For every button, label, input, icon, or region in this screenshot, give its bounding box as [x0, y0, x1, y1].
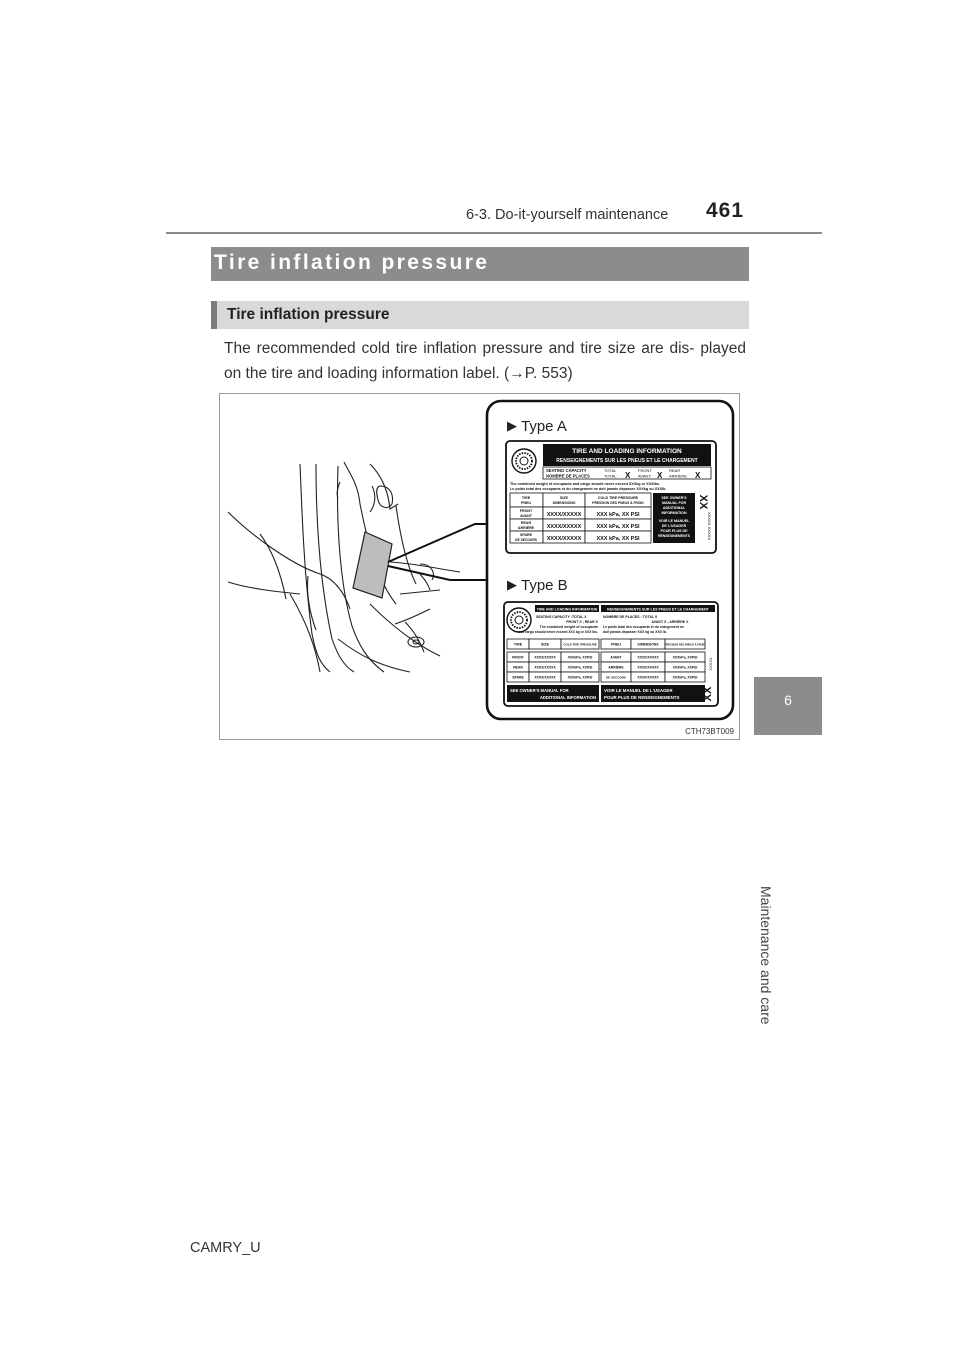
- running-header-section: 6-3. Do-it-yourself maintenance: [466, 207, 669, 223]
- type-a-side-code-small: XXXXX-XXXXX: [707, 511, 712, 541]
- type-a-rear-x: X: [695, 471, 701, 480]
- type-b-warning-fr-2: doit jamais dépasser XXX kg ou XXX lb.: [603, 630, 667, 634]
- type-b-seating-avant-arriere: AVANT X ; ARRIÈRE X: [651, 620, 689, 624]
- type-a-label: [506, 441, 716, 553]
- type-b-row-rear: REAR: [513, 665, 523, 670]
- type-b-title-fr: RENSEIGNEMENTS SUR LES PNEUS ET LE CHARGEMENT: [607, 607, 709, 612]
- type-a-manual-en-1: SEE OWNER'S: [661, 496, 687, 500]
- type-a-rear-pressure: XXX kPa, XX PSI: [596, 524, 640, 530]
- type-b-manual-en-2: ADDITIONAL INFORMATION: [539, 695, 596, 700]
- type-b-warning-en-1: The combined weight of occupants: [539, 625, 598, 629]
- type-a-manual-fr-3: POUR PLUS DE: [660, 529, 688, 533]
- type-a-manual-en-3: ADDITIONAL: [662, 506, 686, 510]
- type-a-seating-en: SEATING CAPACITY: [546, 468, 587, 473]
- type-a-col-tire: TIRE: [521, 496, 531, 500]
- type-a-total-x: X: [625, 471, 631, 480]
- type-a-caption: Type A: [521, 418, 567, 435]
- type-a-row-front: FRONT: [519, 509, 533, 513]
- type-b-row-arriere: ARRIÈRE: [608, 665, 624, 670]
- figure-code: CTH73BT009: [685, 727, 734, 736]
- type-b-manual-en-1: SEE OWNER'S MANUAL FOR: [510, 688, 569, 693]
- body-text-end: ): [567, 365, 573, 382]
- type-b-avant-pressure: XXXkPa, XXPSI: [672, 655, 698, 660]
- type-b-title-en: TIRE AND LOADING INFORMATION: [536, 607, 598, 612]
- type-a-manual-fr-1: VOIR LE MANUEL: [658, 519, 690, 523]
- type-a-seating-fr: NOMBRE DE PLACES: [546, 473, 590, 479]
- type-b-label: [504, 602, 718, 706]
- chapter-label: Maintenance and care: [758, 886, 774, 1025]
- type-a-manual-fr-2: DE L'USAGER: [661, 524, 687, 528]
- type-a-front-size: XXXX/XXXXX: [546, 512, 582, 518]
- type-b-arriere-size: XXXX/XXXXX: [637, 665, 659, 670]
- type-b-row-secours: DE SECOURS: [606, 675, 626, 680]
- type-a-front-fr: AVANT:: [638, 473, 652, 479]
- type-a-total-fr: TOTAL:: [604, 473, 618, 479]
- type-b-col-pressure: COLD TIRE PRESSURE: [563, 642, 597, 647]
- type-b-side-code-small: XXXXX: [708, 657, 713, 671]
- type-b-rear-pressure: XXXkPa, XXPSI: [567, 665, 593, 670]
- type-a-spare-size: XXXX/XXXXX: [546, 536, 582, 542]
- chapter-number: 6: [784, 692, 792, 708]
- type-a-side-code: XX: [697, 494, 709, 510]
- footer-model-code: CAMRY_U: [190, 1240, 261, 1256]
- tire-label-figure: [219, 393, 740, 740]
- type-b-warning-fr-1: Le poids total des occupants et du chargement ne: [603, 625, 684, 629]
- body-paragraph: [224, 336, 746, 386]
- type-b-col-pneu: PNEU: [611, 642, 621, 647]
- body-text: The recommended cold tire inflation pressure and tire size are dis- played on the tire and loading information label. (: [224, 340, 746, 382]
- type-a-col-size-fr: DIMENSIONS: [552, 501, 576, 505]
- type-b-spare-pressure: XXXkPa, XXPSI: [567, 675, 593, 680]
- type-a-arrow-icon: ▶: [507, 418, 517, 433]
- type-a-total: TOTAL: [604, 468, 617, 473]
- type-a-warning-en: The combined weight of occupants and cargo should never exceed XXXkg or XXXlbs.: [510, 482, 660, 486]
- type-a-row-rear-fr: ARRIÈRE: [517, 526, 535, 530]
- type-b-col-pression: PRESSION DES PNEUS À FROID: [664, 643, 706, 647]
- type-b-caption: Type B: [521, 577, 568, 594]
- type-b-col-tire: TIRE: [513, 642, 523, 647]
- type-a-manual-en-2: MANUAL FOR: [661, 501, 687, 505]
- type-b-secours-pressure: XXXkPa, XXPSI: [672, 675, 698, 680]
- tire-icon: [507, 608, 531, 632]
- type-b-front-size: XXXX/XXXXX: [534, 655, 556, 660]
- type-a-front: FRONT: [638, 468, 652, 473]
- type-a-manual-en-4: INFORMATION: [661, 511, 687, 515]
- door-opening-illustration: [228, 462, 460, 672]
- type-b-secours-size: XXXX/XXXXX: [637, 675, 659, 680]
- type-b-spare-size: XXXX/XXXXX: [534, 675, 556, 680]
- type-b-col-dimensions: DIMENSIONS: [637, 642, 659, 647]
- type-b-col-size: SIZE: [541, 642, 549, 647]
- type-a-col-size: SIZE: [560, 496, 568, 500]
- type-b-warning-en-2: and cargo should never exceed XXX kg or XXX lbs.: [518, 630, 598, 634]
- type-b-manual-fr-2: POUR PLUS DE RENSEIGNEMENTS: [604, 695, 680, 700]
- type-b-seating-front-rear: FRONT X ; REAR X: [566, 620, 598, 624]
- page-number: 461: [706, 199, 745, 222]
- subsection-title: Tire inflation pressure: [227, 306, 390, 323]
- section-title-banner: [211, 247, 749, 281]
- type-b-arrow-icon: ▶: [507, 577, 517, 592]
- type-a-front-pressure: XXX kPa, XX PSI: [596, 512, 640, 518]
- page-reference-link[interactable]: P. 553: [524, 365, 568, 382]
- type-b-rear-size: XXXX/XXXXX: [534, 665, 556, 670]
- section-title: Tire inflation pressure: [214, 251, 490, 274]
- type-b-front-pressure: XXXkPa, XXPSI: [567, 655, 593, 660]
- subsection-heading: [211, 301, 749, 329]
- type-a-row-rear: REAR: [520, 521, 532, 525]
- type-a-col-pressure: COLD TIRE PRESSURE: [597, 496, 639, 500]
- type-b-manual-fr-1: VOIR LE MANUEL DE L'USAGER: [604, 688, 673, 693]
- type-a-front-x: X: [657, 471, 663, 480]
- type-b-side-code: XX: [702, 686, 714, 702]
- type-a-manual-fr-4: RENSEIGNEMENTS: [658, 534, 690, 538]
- header-rule: [166, 232, 822, 234]
- type-a-spare-pressure: XXX kPa, XX PSI: [596, 536, 640, 542]
- type-a-col-pressure-fr: PRESSION DES PNEUS À FROID: [592, 501, 644, 505]
- tire-icon: [512, 449, 536, 473]
- type-b-row-front: FRONT: [512, 655, 524, 660]
- type-b-seating-fr: NOMBRE DE PLACES : TOTAL X: [603, 615, 658, 619]
- figure-illustration: [220, 394, 739, 739]
- type-a-rear-fr: ARRIÈRE:: [669, 473, 688, 479]
- type-a-row-spare: SPARE: [519, 533, 533, 537]
- type-a-rear-size: XXXX/XXXXX: [546, 524, 582, 530]
- type-a-title: TIRE AND LOADING INFORMATION: [572, 448, 682, 455]
- type-a-warning-fr: Le poids total des occupants et du chargement ne doit jamais dépasser XXXkg ou XXXlb.: [510, 487, 667, 491]
- type-a-col-tire-fr: PNEU: [521, 501, 531, 505]
- type-a-row-front-fr: AVANT: [520, 514, 532, 518]
- type-b-row-avant: AVANT: [610, 655, 622, 660]
- arrow-icon: →: [509, 365, 525, 382]
- type-b-avant-size: XXXX/XXXXX: [637, 655, 659, 660]
- type-a-row-spare-fr: DE SECOURS: [515, 538, 537, 542]
- type-b-arriere-pressure: XXXkPa, XXPSI: [672, 665, 698, 670]
- type-b-row-spare: SPARE: [512, 675, 524, 680]
- type-b-seating-en: SEATING CAPACITY :TOTAL X: [536, 615, 587, 619]
- type-a-rear: REAR: [669, 468, 681, 473]
- type-a-title-fr: RENSEIGNEMENTS SUR LES PNEUS ET LE CHARGEMENT: [556, 458, 698, 464]
